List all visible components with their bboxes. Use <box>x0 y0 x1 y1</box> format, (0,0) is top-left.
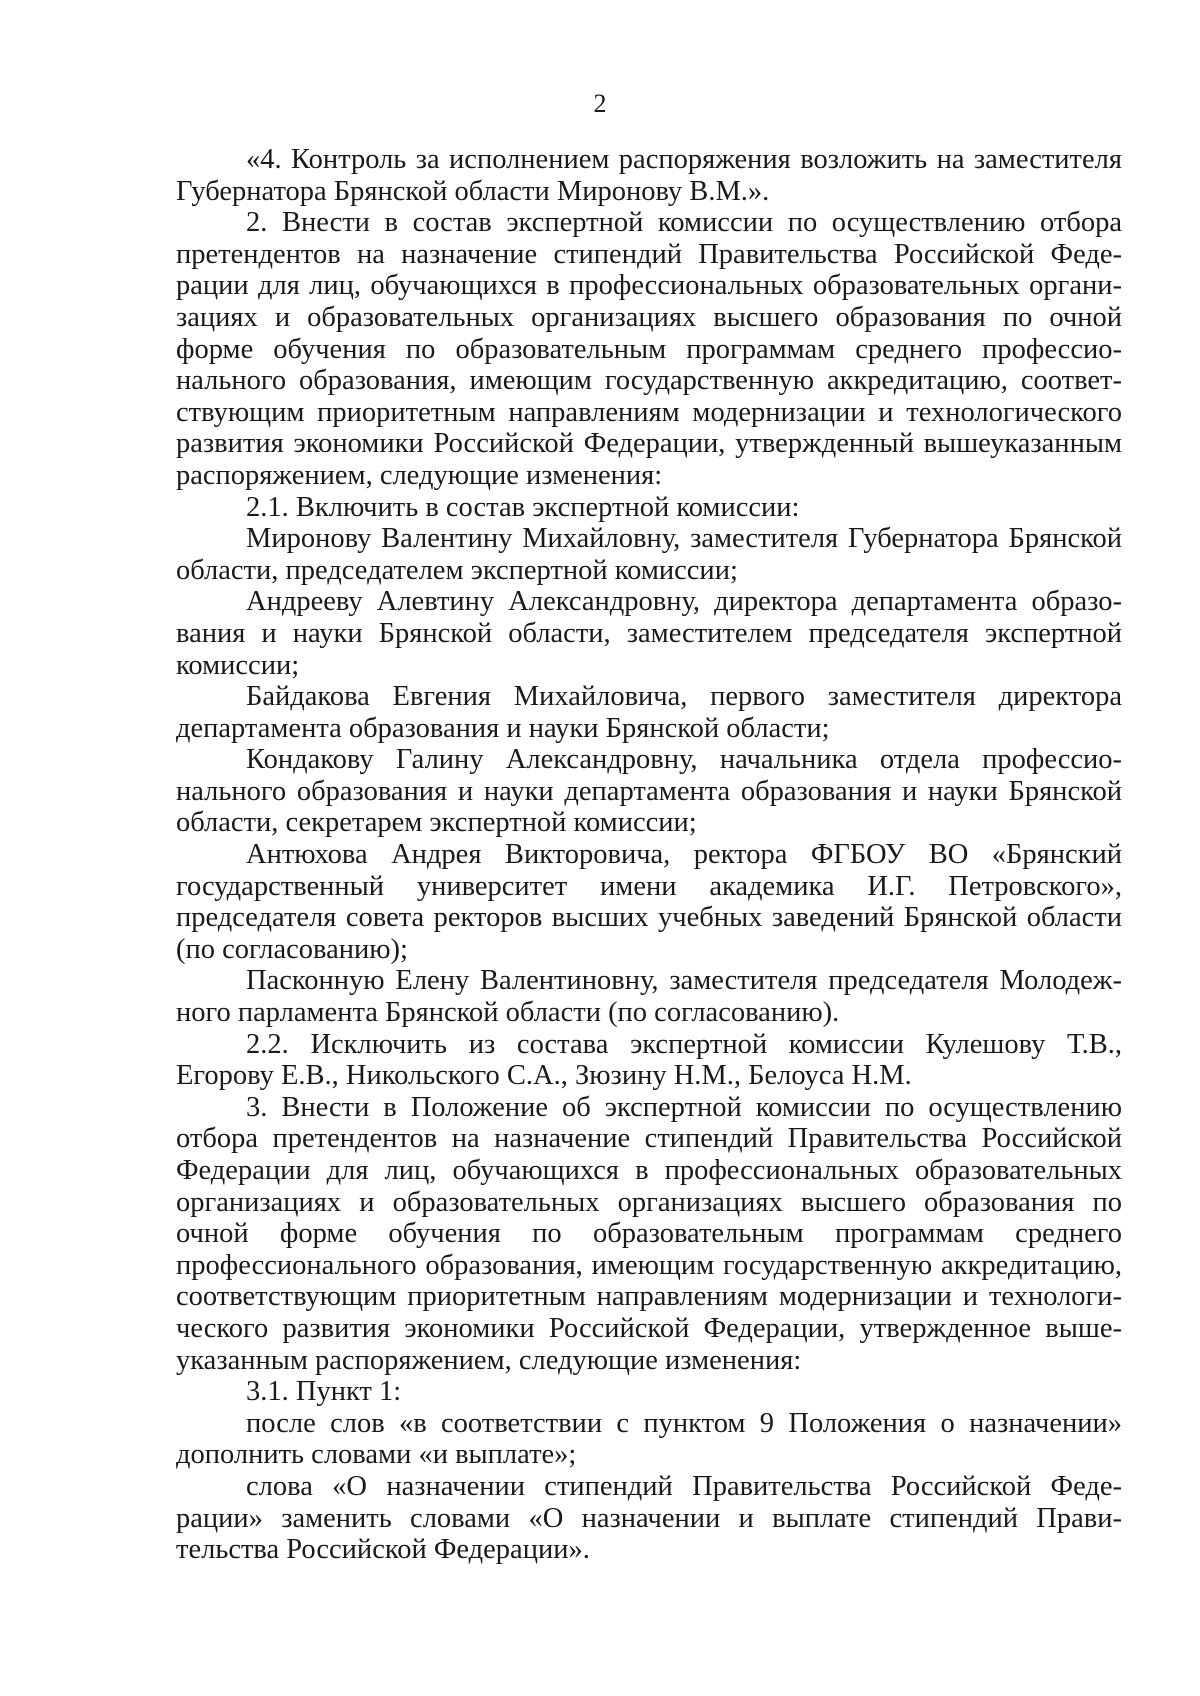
paragraph-item-3: 3. Внести в Положение об экспертной комиссии по осуществлению отбора претендентов на назначение стипендий Правительства Российской Федерации для лиц, обучающихся в профессиональных образовательных организациях и образовательных организациях высшего образования по очной форме обучения по образовательным программам среднего профессионального образования, имеющим государственную аккредитацию, соответствующим приоритетным направлениям модернизации и технологического развития экономики Российской Федерации, утвержденное вышеуказанным распоряжением, следующие изменения: <box>176 1091 1122 1376</box>
paragraph-item-3-1-amendment-a: после слов «в соответствии с пунктом 9 Положения о назначении» дополнить словами «и выплате»; <box>176 1407 1122 1471</box>
paragraph-member-kondakova: Кондакову Галину Александровну, начальника отдела профессионального образования и науки департамента образования и науки Брянской области, секретарем экспертной комиссии; <box>176 744 1122 839</box>
paragraph-item-3-1: 3.1. Пункт 1: <box>246 1376 402 1408</box>
paragraph-item-2-2: 2.2. Исключить из состава экспертной комиссии Кулешову Т.В., Егорову Е.В., Никольского С.А., Зюзину Н.М., Белоуса Н.М. <box>176 1028 1122 1092</box>
page-number: 2 <box>593 89 607 118</box>
paragraph-member-baydakov: Байдакова Евгения Михайловича, первого заместителя директора департамента образования и науки Брянской области; <box>176 681 1122 744</box>
paragraph-control-clause: «4. Контроль за исполнением распоряжения возложить на заместителя Губернатора Брянской области Миронову В.М.». <box>176 144 1122 207</box>
paragraph-member-mironova: Миронову Валентину Михайловну, заместителя Губернатора Брянской области, председателем экспертной комиссии; <box>176 523 1122 586</box>
paragraph-item-3-1-amendment-b: слова «О назначении стипендий Правительства Российской Федерации» заменить словами «О назначении и выплате стипендий Правительства Российской Федерации». <box>176 1470 1122 1566</box>
document-body <box>176 144 1122 1566</box>
paragraph-item-2-1: 2.1. Включить в состав экспертной комиссии: <box>246 491 800 523</box>
paragraph-member-paskonnaya: Пасконную Елену Валентиновну, заместителя председателя Молодежного парламента Брянской области (по согласованию). <box>176 965 1122 1029</box>
paragraph-member-antyukhov: Антюхова Андрея Викторовича, ректора ФГБОУ ВО «Брянский государственный университет имени академика И.Г. Петровского», председателя совета ректоров высших учебных заведений Брянской области (по согласованию); <box>176 839 1122 965</box>
paragraph-item-2: 2. Внести в состав экспертной комиссии по осуществлению отбора претендентов на назначение стипендий Правительства Российской Федерации для лиц, обучающихся в профессиональных образовательных организациях и образовательных организациях высшего образования по очной форме обучения по образовательным программам среднего профессионального образования, имеющим государственную аккредитацию, соответствующим приоритетным направлениям модернизации и технологического развития экономики Российской Федерации, утвержденный вышеуказанным распоряжением, следующие изменения: <box>176 207 1122 491</box>
paragraph-member-andreeva: Андрееву Алевтину Александровну, директора департамента образования и науки Брянской области, заместителем председателя экспертной комиссии; <box>176 586 1122 681</box>
